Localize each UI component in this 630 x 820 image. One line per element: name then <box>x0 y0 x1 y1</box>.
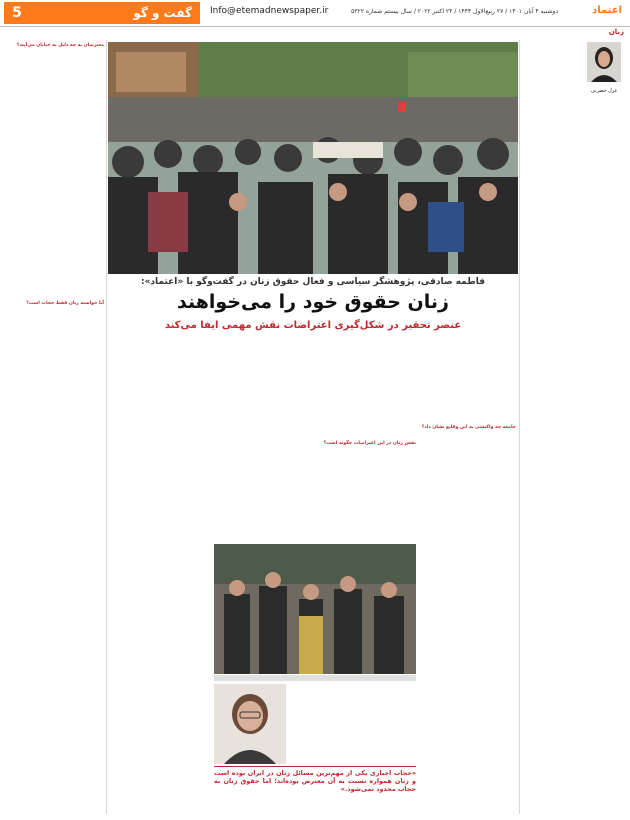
article-col-5 <box>420 680 516 814</box>
headline-subtitle: عنصر تحقیر در شکل‌گیری اعتراضات نقش مهمی ایفا می‌کند <box>164 320 462 331</box>
page-number: 5 <box>4 2 30 24</box>
question-1: معترضان به چه دلیل به خیابان می‌آیند؟ <box>16 43 104 48</box>
author-photo <box>587 42 621 82</box>
headline-kicker: فاطمه صادقی، پژوهشگر سیاسی و فعال حقوق زنان در گفت‌وگو با «اعتماد»: <box>141 277 485 287</box>
headline-title: زنان حقوق خود را می‌خواهند <box>177 291 449 313</box>
issue-date: دوشنبه ۴ آبان ۱۴۰۱ / ۲۷ ربیع‌الاول ۱۴۴۴ / ۲۴ اکتبر ۲۰۲۲ / سال بیستم شماره ۵۳۲۲ <box>351 8 558 15</box>
inset-text <box>290 684 416 764</box>
article-col-2 <box>318 340 416 540</box>
pull-quote <box>214 766 416 817</box>
author-box <box>584 42 624 114</box>
article-col-3 <box>214 340 314 540</box>
question-2: جامعه چه واکنشی به این وقایع نشان داد؟ <box>421 425 516 430</box>
email-link[interactable]: Info@etemadnewspaper.ir <box>210 6 329 16</box>
article-col-4 <box>110 340 210 814</box>
author-name: غزل حضرتی <box>590 88 618 94</box>
newspaper-logo: اعتماد <box>592 5 622 16</box>
pull-quote-text: «حجاب اجباری یکی از مهم‌ترین مسائل زنان در ایران بوده است و زنان همواره نسبت به آن معترض بوده‌اند؛ اما حقوق زنان به حجاب محدود نمی‌شود.» <box>214 769 416 793</box>
question-3: نقش زنان در این اعتراضات چگونه است؟ <box>323 441 416 446</box>
street-photo <box>214 544 416 674</box>
section-label: زنان <box>608 28 624 36</box>
photo-caption-bar <box>214 675 416 681</box>
left-column <box>6 42 104 814</box>
question-4: آیا خواسته زنان فقط حجاب است؟ <box>26 301 104 306</box>
right-column <box>522 118 624 814</box>
page-header <box>0 0 630 27</box>
interviewee-photo <box>214 684 286 764</box>
protest-photo <box>108 42 518 274</box>
section-title: گفت و گو <box>30 2 200 24</box>
